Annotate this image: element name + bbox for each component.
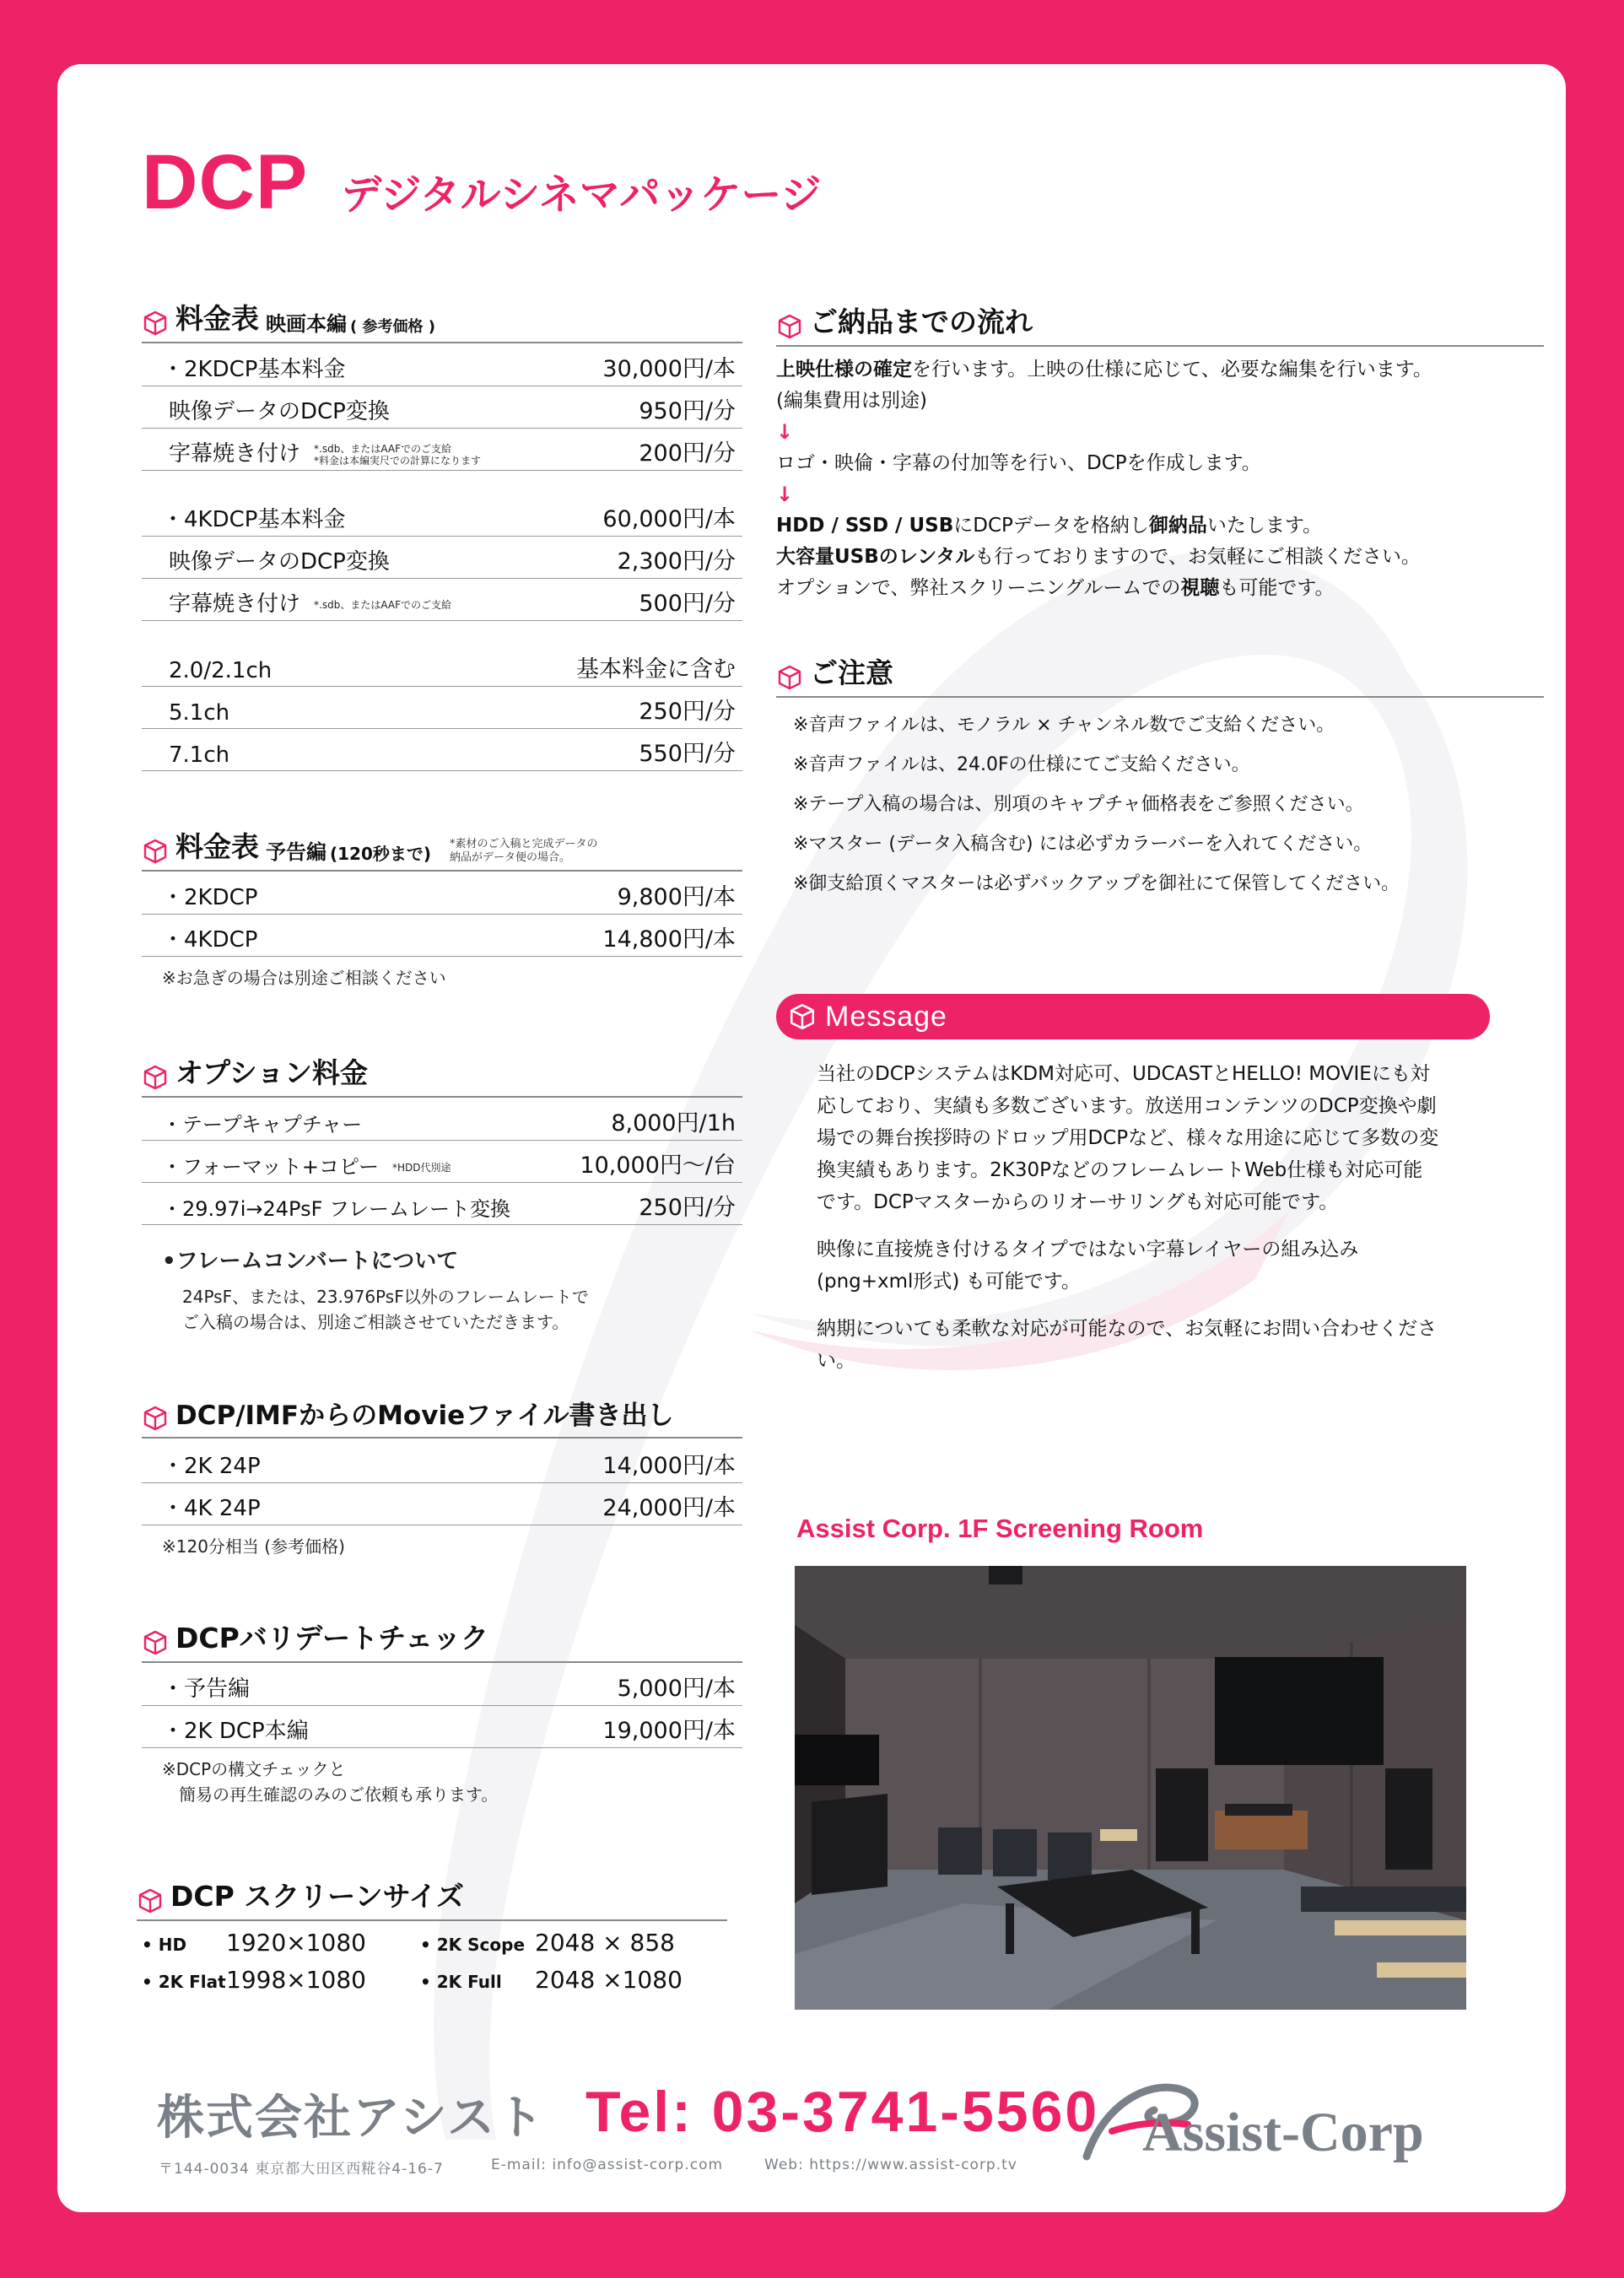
footer-email-link[interactable]: E-mail: info@assist-corp.com bbox=[491, 2157, 724, 2173]
price-row bbox=[142, 390, 742, 429]
price-row bbox=[142, 498, 742, 537]
trailer-note: ※お急ぎの場合は別途ご相談ください bbox=[162, 968, 446, 988]
cube-icon bbox=[776, 664, 803, 691]
caution-item: ※御支給頂くマスターは必ずバックアップを御社にて保管してください。 bbox=[793, 873, 1400, 894]
flow-step-2: ロゴ・映倫・字幕の付加等を行い、DCPを作成します。 bbox=[776, 452, 1261, 474]
row-label: 5.1ch bbox=[169, 700, 230, 726]
flow-bold: 御納品 bbox=[1148, 515, 1207, 537]
flow-text: オプションで、弊社スクリーニングルームでの bbox=[776, 577, 1181, 599]
row-value: 250円/分 bbox=[639, 699, 736, 725]
row-label: ・テープキャプチャー bbox=[162, 1113, 363, 1136]
heading-note: (120秒まで) bbox=[330, 844, 432, 864]
footer-web-link[interactable]: Web: https://www.assist-corp.tv bbox=[764, 2157, 1017, 2173]
row-value: 14,800円/本 bbox=[602, 926, 736, 953]
price-row bbox=[142, 1102, 742, 1141]
section-heading-movie-export bbox=[142, 1394, 742, 1439]
flow-text: を行います。上映の仕様に応じて、必要な編集を行います。 bbox=[912, 359, 1432, 381]
row-label: ・予告編 bbox=[162, 1676, 251, 1702]
row-label: ・29.97i→24PsF フレームレート変換 bbox=[162, 1197, 511, 1221]
price-row bbox=[142, 540, 742, 579]
row-value: 2,300円/分 bbox=[617, 548, 736, 575]
screen-size-key: • 2K Scope bbox=[420, 1935, 526, 1955]
page-title bbox=[142, 138, 821, 227]
section-heading-feature-price bbox=[142, 297, 742, 343]
screening-room-title: Assist Corp. 1F Screening Room bbox=[796, 1514, 1204, 1543]
row-value: 550円/分 bbox=[639, 741, 736, 767]
heading-side-note bbox=[450, 838, 598, 865]
price-row bbox=[142, 1444, 742, 1483]
price-row bbox=[142, 1667, 742, 1706]
row-value: 950円/分 bbox=[639, 398, 736, 424]
row-value: 8,000円/1h bbox=[611, 1110, 736, 1136]
cube-icon bbox=[142, 1064, 169, 1091]
flow-text: いたします。 bbox=[1206, 515, 1323, 537]
logo-wordmark: Assist-Corp bbox=[1142, 2102, 1424, 2163]
price-row bbox=[142, 432, 742, 471]
message-body bbox=[817, 1058, 1441, 1392]
row-value: 200円/分 bbox=[639, 440, 736, 467]
row-value: 5,000円/本 bbox=[617, 1676, 736, 1702]
movie-export-note: ※120分相当 (参考価格) bbox=[162, 1536, 345, 1557]
flow-step-3 bbox=[776, 510, 1544, 542]
price-row bbox=[142, 690, 742, 729]
screening-room-photo bbox=[795, 1566, 1466, 2010]
flow-bold: 大容量USBのレンタル bbox=[776, 546, 975, 568]
footer-phone: Tel: 03-3741-5560 bbox=[585, 2080, 1100, 2144]
screen-size-value: 2048 × 858 bbox=[535, 1929, 675, 1957]
row-label: 字幕焼き付け bbox=[169, 591, 301, 617]
flyer-page bbox=[57, 64, 1566, 2212]
heading-sub: 映画本編 bbox=[266, 312, 347, 336]
flow-text: も行っておりますので、お気軽にご相談ください。 bbox=[974, 546, 1421, 568]
heading-sub: 予告編 bbox=[266, 840, 326, 864]
heading-text: ご納品までの流れ bbox=[810, 305, 1033, 338]
section-heading-screen-size bbox=[137, 1875, 727, 1921]
side-note-line: 納品がデータ便の場合。 bbox=[450, 851, 571, 864]
row-value: 10,000円〜/台 bbox=[580, 1152, 736, 1179]
down-arrow-icon: ↓ bbox=[776, 483, 794, 506]
heading-text: DCP スクリーンサイズ bbox=[170, 1880, 464, 1913]
cube-icon bbox=[142, 838, 169, 865]
heading-text: DCPバリデートチェック bbox=[175, 1622, 489, 1655]
cube-icon bbox=[776, 313, 803, 340]
row-label: ・4KDCP bbox=[162, 927, 258, 953]
price-row bbox=[142, 1709, 742, 1748]
screen-size-item bbox=[420, 1929, 675, 1957]
row-label: 7.1ch bbox=[169, 742, 230, 768]
screen-size-key: • 2K Flat bbox=[142, 1972, 226, 1992]
flow-text: にDCPデータを格納し bbox=[953, 515, 1149, 537]
section-heading-caution bbox=[776, 651, 1544, 698]
caution-list bbox=[793, 705, 1400, 904]
price-row bbox=[142, 732, 742, 771]
row-side-note: *.sdb、またはAAFでのご支給 bbox=[314, 598, 451, 611]
row-value: 基本料金に含む bbox=[576, 656, 736, 683]
section-heading-trailer-price bbox=[142, 825, 742, 872]
screen-size-item bbox=[420, 1966, 683, 1994]
row-label: ・4KDCP基本料金 bbox=[162, 507, 346, 532]
flow-bold: 上映仕様の確定 bbox=[776, 359, 912, 381]
heading-text: ご注意 bbox=[810, 656, 893, 689]
row-label: 映像データのDCP変換 bbox=[169, 399, 390, 424]
heading-text: DCP/IMFからのMovieファイル書き出し bbox=[175, 1401, 674, 1431]
price-row bbox=[142, 1186, 742, 1225]
cube-icon bbox=[788, 1002, 817, 1031]
flow-step-5 bbox=[776, 573, 1544, 604]
row-label: 2.0/2.1ch bbox=[169, 658, 272, 683]
frame-convert-body-line: ご入稿の場合は、別途ご相談させていただきます。 bbox=[182, 1312, 569, 1332]
row-value: 14,000円/本 bbox=[602, 1453, 736, 1479]
row-side-note: *HDD代別途 bbox=[392, 1162, 451, 1174]
heading-text: 料金表 bbox=[175, 302, 259, 335]
validate-note-line: ※DCPの構文チェックと bbox=[162, 1759, 346, 1779]
row-label: ・フォーマット+コピー bbox=[162, 1155, 379, 1179]
side-note-line: *素材のご入稿と完成データの bbox=[450, 838, 598, 850]
cube-icon bbox=[142, 1629, 169, 1656]
row-label: 映像データのDCP変換 bbox=[169, 549, 390, 575]
row-value: 24,000円/本 bbox=[602, 1495, 736, 1521]
screen-size-value: 2048 ×1080 bbox=[535, 1966, 683, 1994]
cube-icon bbox=[142, 310, 169, 337]
price-row bbox=[142, 1487, 742, 1525]
title-subtitle: デジタルシネマパッケージ bbox=[341, 171, 822, 219]
row-note-line: *料金は本編実尺での計算になります bbox=[314, 454, 482, 467]
section-heading-flow bbox=[776, 300, 1544, 347]
message-paragraph: 映像に直接焼き付けるタイプではない字幕レイヤーの組み込み(png+xml形式) も可能です。 bbox=[817, 1239, 1359, 1293]
message-paragraph: 当社のDCPシステムはKDM対応可、UDCASTとHELLO! MOVIEにも対応しており、実績も多数ございます。放送用コンテンツのDCP変換や劇場での舞台挨拶時のドロップ用DCPなど、様々な用途に応じて多数の変換実績もあります。2K30PなどのフレームレートWeb仕様も対応可能です。DCPマスターからのリオーサリングも対応可能です。 bbox=[817, 1063, 1439, 1213]
flow-step-1 bbox=[776, 354, 1544, 386]
down-arrow-icon: ↓ bbox=[776, 420, 794, 444]
row-side-note bbox=[314, 443, 481, 467]
screen-size-key: • HD bbox=[142, 1935, 187, 1955]
message-paragraph: 納期についても柔軟な対応が可能なので、お気軽にお問い合わせください。 bbox=[817, 1318, 1438, 1372]
row-value: 9,800円/本 bbox=[617, 884, 736, 910]
row-label: ・2KDCP bbox=[162, 885, 258, 910]
message-heading-bar bbox=[776, 994, 1490, 1039]
caution-item: ※音声ファイルは、モノラル × チャンネル数でご支給ください。 bbox=[793, 715, 1335, 736]
validate-note-line: 簡易の再生確認のみのご依頼も承ります。 bbox=[179, 1784, 499, 1805]
caution-item: ※マスター (データ入稿含む) には必ずカラーバーを入れてください。 bbox=[793, 834, 1373, 855]
screen-size-item bbox=[142, 1966, 366, 1994]
row-label: ・2KDCP基本料金 bbox=[162, 357, 346, 382]
row-value: 250円/分 bbox=[639, 1195, 736, 1221]
row-value: 19,000円/本 bbox=[602, 1718, 736, 1744]
price-row bbox=[142, 876, 742, 915]
flow-text: も可能です。 bbox=[1219, 577, 1335, 599]
flow-step-1-note: (編集費用は別途) bbox=[776, 390, 927, 412]
heading-note: ( 参考価格 ) bbox=[350, 318, 435, 336]
frame-convert-title: •フレームコンバートについて bbox=[162, 1249, 459, 1274]
price-row bbox=[142, 648, 742, 687]
footer-address: 〒144-0034 東京都大田区西糀谷4-16-7 bbox=[159, 2161, 444, 2178]
row-value: 60,000円/本 bbox=[602, 506, 736, 532]
price-row bbox=[142, 918, 742, 957]
section-heading-validate bbox=[142, 1617, 742, 1663]
row-label: 字幕焼き付け bbox=[169, 441, 301, 467]
price-row bbox=[142, 582, 742, 621]
cube-icon bbox=[142, 1405, 169, 1432]
price-row bbox=[142, 348, 742, 386]
footer-company-name: 株式会社アシスト bbox=[157, 2091, 546, 2146]
row-value: 30,000円/本 bbox=[602, 356, 736, 382]
heading-text: 料金表 bbox=[175, 830, 259, 863]
title-dcp: DCP bbox=[142, 139, 309, 225]
caution-item: ※音声ファイルは、24.0Fの仕様にてご支給ください。 bbox=[793, 754, 1250, 775]
caution-item: ※テープ入稿の場合は、別項のキャプチャ価格表をご参照ください。 bbox=[793, 794, 1364, 815]
row-label: ・2K 24P bbox=[162, 1454, 261, 1479]
frame-convert-body-line: 24PsF、または、23.976PsF以外のフレームレートで bbox=[182, 1287, 589, 1307]
price-row bbox=[142, 1144, 742, 1183]
flow-bold: HDD / SSD / USB bbox=[776, 515, 954, 537]
row-value: 500円/分 bbox=[639, 591, 736, 617]
cube-icon bbox=[137, 1887, 164, 1914]
heading-text: Message bbox=[825, 1000, 947, 1033]
flow-steps bbox=[776, 354, 1544, 604]
section-heading-options bbox=[142, 1051, 742, 1098]
heading-text: オプション料金 bbox=[175, 1056, 369, 1089]
flow-step-4 bbox=[776, 542, 1544, 573]
row-note-line: *.sdb、またはAAFでのご支給 bbox=[314, 442, 451, 455]
row-label: ・2K DCP本編 bbox=[162, 1719, 309, 1744]
flow-bold: 視聴 bbox=[1180, 577, 1220, 599]
screen-size-value: 1998×1080 bbox=[226, 1966, 366, 1994]
screen-size-key: • 2K Full bbox=[420, 1972, 502, 1992]
row-label: ・4K 24P bbox=[162, 1496, 261, 1521]
screen-size-item bbox=[142, 1929, 366, 1957]
screen-size-value: 1920×1080 bbox=[226, 1929, 366, 1957]
